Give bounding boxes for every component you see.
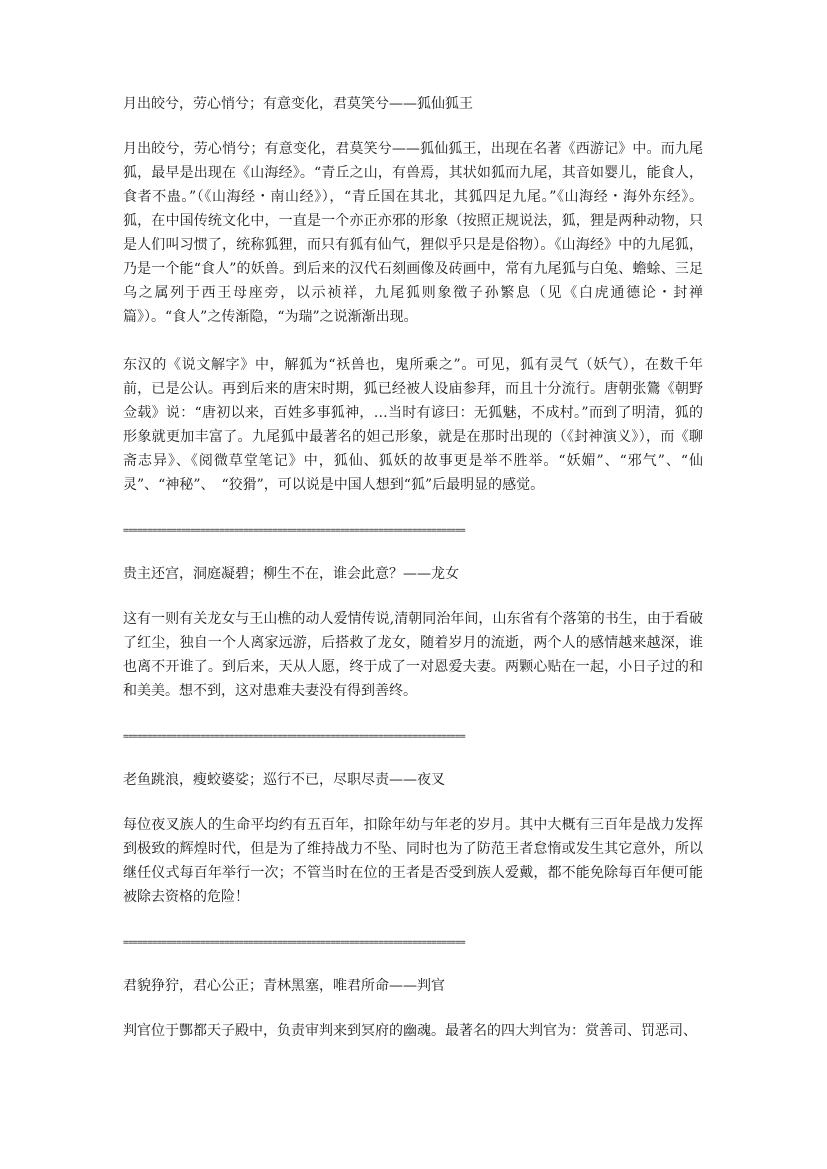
spacer — [123, 703, 703, 727]
paragraph-fox-history: 东汉的《说文解字》中，解狐为“袄兽也，鬼所乘之”。可见，狐有灵气（妖气），在数千年前，已是公认。再到后来的唐宋时期，狐已经被人设庙参拜，而且十分流行。唐朝张鷟《朝野佥载》说：“唐初以来，百姓多事狐神，…当时有谚曰：无狐魅，不成村。”而到了明清，狐的形象就更加丰富了。九尾狐中最著名的妲己形象，就是在那时出现的（《封神演义》），而《聊斋志异》、《阅微草堂笔记》中，狐仙、狐妖的故事更是举不胜举。“妖媚”、“邪气”、“仙灵”、“神秘”、 “狡猾”，可以说是中国人想到“狐”后最明显的感觉。 — [123, 357, 703, 493]
paragraph-dragon-girl: 这有一则有关龙女与王山樵的动人爱情传说,清朝同治年间，山东省有个落第的书生，由于看破了红尘，独自一个人离家远游，后搭救了龙女，随着岁月的流逝，两个人的感情越来越深，谁也离不开谁了。到后来，天从人愿，终于成了一对恩爱夫妻。两颗心贴在一起，小日子过的和和美美。想不到，这对患难夫妻没有得到善终。 — [123, 611, 703, 699]
document-page — [123, 92, 703, 1043]
paragraph-fox-origin: 月出皎兮，劳心悄兮；有意变化，君莫笑兮——狐仙狐王，出现在名著《西游记》中。而九尾狐，最早是出现在《山海经》。“青丘之山，有兽焉，其状如狐而九尾，其音如婴儿，能食人，食者不蛊。”（《山海经・南山经》），“青丘国在其北，其狐四足九尾。”《山海经・海外东经》。狐，在中国传统文化中，一直是一个亦正亦邪的形象（按照正规说法，狐，狸是两种动物，只是人们叫习惯了，统称狐狸，而只有狐有仙气，狸似乎只是是俗物）。《山海经》中的九尾狐，乃是一个能“食人”的妖兽。到后来的汉代石刻画像及砖画中，常有九尾狐与白兔、蟾蜍、三足乌之属列于西王母座旁，以示祯祥，九尾狐则象徵子孙繁息（见《白虎通德论・封禅篇》）。“食人”之传渐隐，“为瑞”之说渐渐出现。 — [123, 141, 703, 325]
section-title-yaksha: 老鱼跳浪，瘦蛟婆娑；巡行不已，尽职尽责——夜叉 — [123, 772, 445, 788]
spacer — [123, 953, 703, 974]
spacer — [123, 541, 703, 562]
spacer — [123, 792, 703, 813]
section-title-fox: 月出皎兮，劳心悄兮；有意变化，君莫笑兮——狐仙狐王 — [123, 96, 473, 112]
section-title-dragon-girl: 贵主还宫，洞庭凝碧；柳生不在，谁会此意？——龙女 — [123, 566, 459, 582]
spacer — [123, 586, 703, 607]
spacer — [123, 747, 703, 768]
section-separator: ======================================================================= — [123, 938, 466, 948]
paragraph-judge: 判官位于酆都天子殿中，负责审判来到冥府的幽魂。最著名的四大判官为：赏善司、罚恶司、 — [123, 1023, 697, 1039]
spacer — [123, 497, 703, 521]
section-separator: ======================================================================= — [123, 526, 466, 536]
spacer — [123, 116, 703, 137]
section-title-judge: 君貌狰狞，君心公正；青林黑塞，唯君所命——判官 — [123, 978, 445, 994]
paragraph-yaksha: 每位夜叉族人的生命平均约有五百年，扣除年幼与年老的岁月。其中大概有三百年是战力发挥到极致的辉煌时代，但是为了维持战力不坠、同时也为了防范王者怠惰或发生其它意外，所以继任仪式每百年举行一次；不管当时在位的王者是否受到族人爱戴，都不能免除每百年便可能被除去资格的危险！ — [123, 817, 703, 905]
spacer — [123, 998, 703, 1019]
spacer — [123, 329, 703, 353]
section-separator: ======================================================================= — [123, 732, 466, 742]
spacer — [123, 909, 703, 933]
